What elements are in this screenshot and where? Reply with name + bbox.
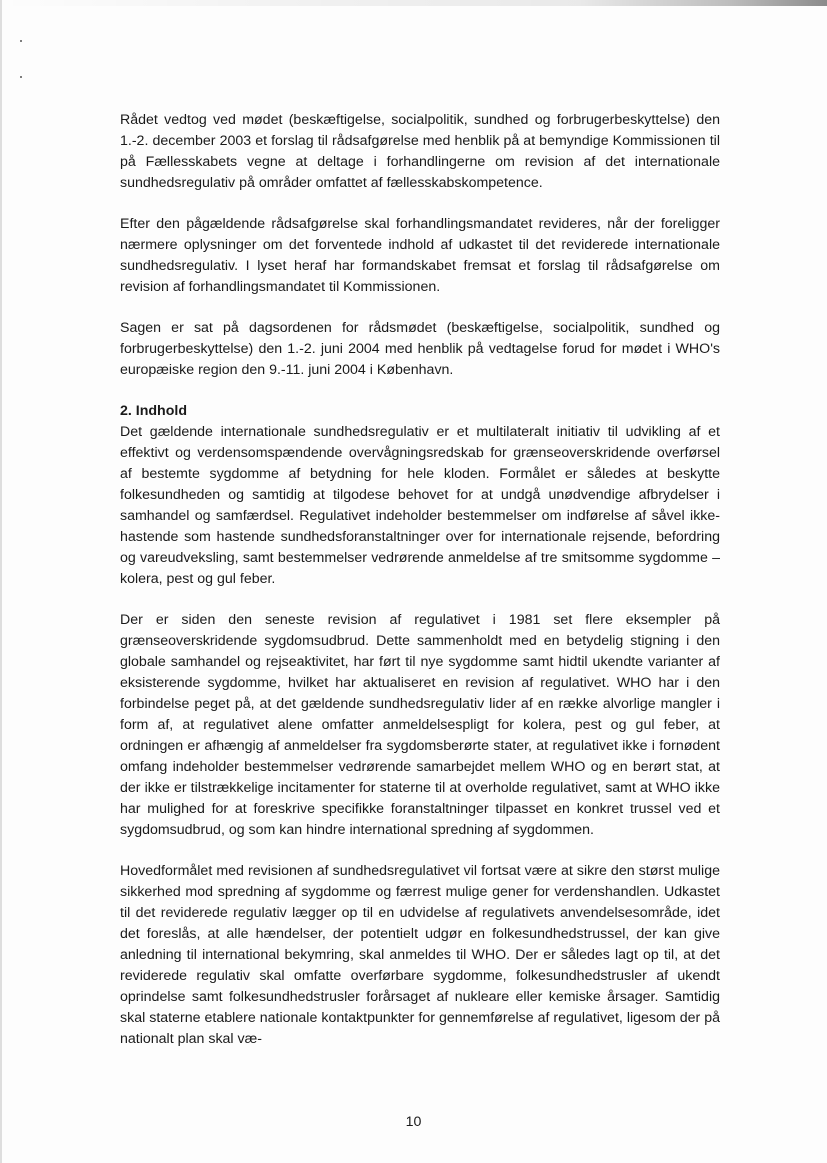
section-indhold xyxy=(120,401,720,1050)
paragraph-intro-2: Efter den pågældende rådsafgørelse skal forhandlingsmandatet revideres, når der foreligger nærmere oplysninger om det forventede indhold af udkastet til det reviderede internationale sundhedsregulativ. I lyset heraf har formandskabet fremsat et forslag til rådsafgørelse om revision af forhandlingsmandatet til Kommissionen. xyxy=(120,216,720,295)
paragraph-section-1: Det gældende internationale sundhedsregulativ er et multilateralt initiativ til udvikling af et effektivt og verdensomspændende overvågningsredskab for grænseoverskridende overførsel af bestemte sygdomme af betydning for hele kloden. Formålet er således at beskytte folkesundheden og samtidig at tilgodese behovet for at undgå unødvendige afbrydelser i samhandel og samfærdsel. Regulativet indeholder bestemmelser om indførelse af såvel ikke-hastende som hastende sundhedsforanstaltninger over for internationale rejsende, befordring og vareudveksling, samt bestemmelser vedrørende anmeldelse af tre smitsomme sygdomme – kolera, pest og gul feber. xyxy=(120,424,720,587)
document-body xyxy=(120,110,720,1070)
section-heading: 2. Indhold xyxy=(120,403,187,419)
page-number: 10 xyxy=(405,1114,422,1130)
scan-speck xyxy=(20,76,22,78)
paragraph-section-3: Hovedformålet med revisionen af sundhedsregulativet vil fortsat være at sikre den størst mulige sikkerhed mod spredning af sygdomme og færrest mulige gener for verdenshandlen. Udkastet til det reviderede regulativ lægger op til en udvidelse af regulativets anvendelsesområde, idet det foreslås, at alle hændelser, der potentielt udgør en folkesundhedstrussel, der kan give anledning til international bekymring, skal anmeldes til WHO. Der er således lagt op til, at det reviderede regulativ skal omfatte overførbare sygdomme, folkesundhedstrusler af ukendt oprindelse samt folkesundhedstrusler forårsaget af nukleare eller kemiske årsager. Samtidig skal staterne etablere nationale kontaktpunkter for gennemførelse af regulativet, ligesom der på nationalt plan skal væ- xyxy=(120,863,720,1047)
paragraph-intro-1: Rådet vedtog ved mødet (beskæftigelse, socialpolitik, sundhed og forbrugerbeskyttelse) den 1.-2. december 2003 et forslag til rådsafgørelse med henblik på at bemyndige Kommissionen til på Fællesskabets vegne at deltage i forhandlingerne om revision af det internationale sundhedsregulativ på områder omfattet af fællesskabskompetence. xyxy=(120,112,720,191)
paragraph-section-2: Der er siden den seneste revision af regulativet i 1981 set flere eksempler på grænseoverskridende sygdomsudbrud. Dette sammenholdt med en betydelig stigning i den globale samhandel og rejseaktivitet, har ført til nye sygdomme samt hidtil ukendte varianter af eksisterende sygdomme, hvilket har aktualiseret en revision af regulativet. WHO har i den forbindelse peget på, at det gældende sundhedsregulativ lider af en række alvorlige mangler i form af, at regulativet alene omfatter anmeldelsespligt for kolera, pest og gul feber, at ordningen er afhængig af anmeldelser fra sygdomsberørte stater, at regulativet ikke i fornødent omfang indeholder bestemmelser vedrørende samarbejdet mellem WHO og en berørt stat, at der ikke er tilstrækkelige incitamenter for staterne til at overholde regulativet, samt at WHO ikke har mulighed for at foreskrive specifikke foranstaltninger tilpasset en konkret trussel ved et sygdomsudbrud, og som kan hindre international spredning af sygdommen. xyxy=(120,612,720,838)
scan-shadow-left xyxy=(0,0,2,1163)
paragraph-intro-3: Sagen er sat på dagsordenen for rådsmødet (beskæftigelse, socialpolitik, sundhed og forbrugerbeskyttelse) den 1.-2. juni 2004 med henblik på vedtagelse forud for mødet i WHO's europæiske region den 9.-11. juni 2004 i København. xyxy=(120,320,720,378)
scan-shadow-top xyxy=(0,0,827,6)
scan-speck xyxy=(20,40,22,42)
